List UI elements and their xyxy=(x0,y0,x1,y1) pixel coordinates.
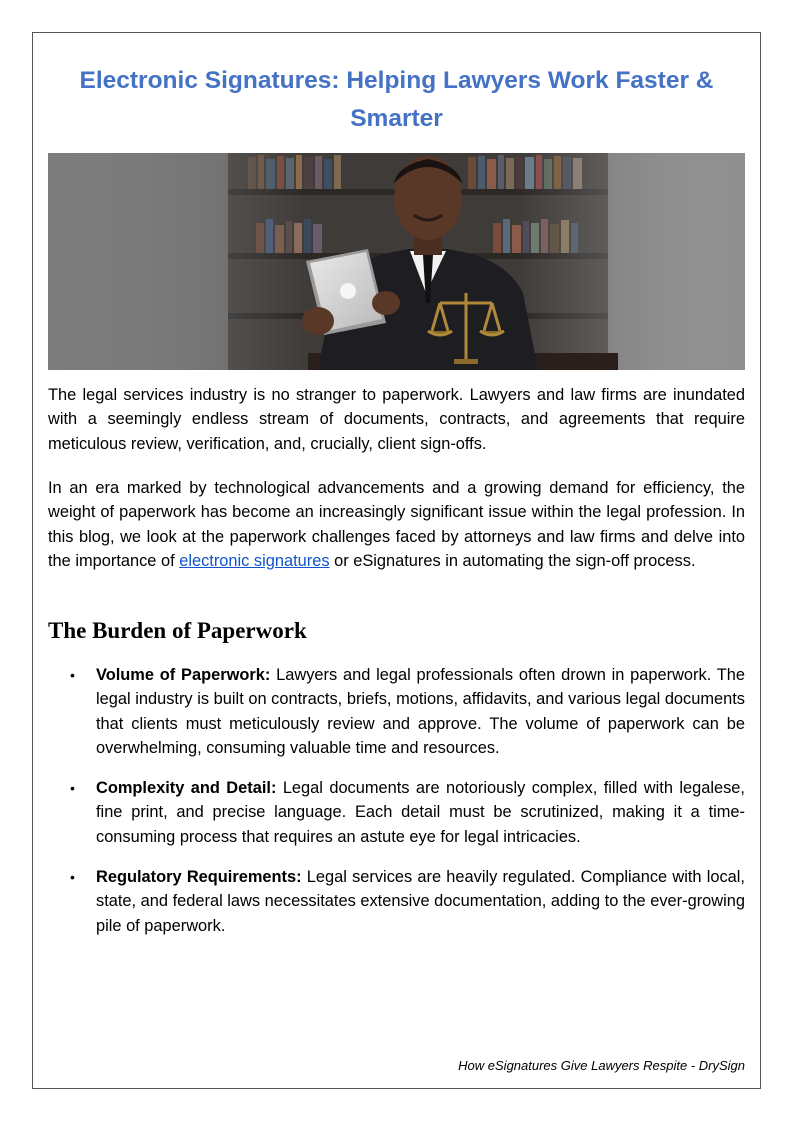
list-item xyxy=(48,776,745,849)
bullet-label: Regulatory Requirements: xyxy=(96,868,302,887)
bullet-icon: • xyxy=(70,780,75,797)
bullet-icon: • xyxy=(70,869,75,886)
bullet-text: Legal services are heavily regulated. Compliance with local, state, and federal laws necessitates extensive documentation, adding to the ever-growing pile of paperwork. xyxy=(96,868,745,935)
bullet-label: Complexity and Detail: xyxy=(96,779,277,798)
hero-image xyxy=(48,153,745,370)
intro-paragraph-1: The legal services industry is no stranger to paperwork. Lawyers and law firms are inundated with a seemingly endless stream of documents, contracts, and agreements that require meticulous review, verification, and, crucially, client sign-offs. xyxy=(48,386,745,453)
list-item xyxy=(48,663,745,760)
intro-paragraph-2 xyxy=(48,476,745,573)
page-title: Electronic Signatures: Helping Lawyers Work Faster & Smarter xyxy=(79,67,714,132)
bullet-label: Volume of Paperwork: xyxy=(96,666,271,684)
section-heading: The Burden of Paperwork xyxy=(48,618,307,643)
burden-list xyxy=(48,663,745,954)
intro-p2-before: In an era marked by technological advancements and a growing demand for efficiency, the weight of paperwork has become an increasingly significant issue within the legal profession. In this blog, we look at the paperwork challenges faced by attorneys and law firms and delve into the importance of xyxy=(48,479,745,570)
bullet-text: Lawyers and legal professionals often drown in paperwork. The legal industry is built on contracts, briefs, motions, affidavits, and various legal documents that clients must meticulously review and approve. The volume of paperwork can be overwhelming, consuming valuable time and resources. xyxy=(96,666,745,757)
page-footer: How eSignatures Give Lawyers Respite - DrySign xyxy=(458,1058,745,1073)
intro-p2-after: or eSignatures in automating the sign-off process. xyxy=(329,551,696,570)
lawyer-with-tablet-photo-icon xyxy=(48,153,745,370)
electronic-signatures-link[interactable]: electronic signatures xyxy=(179,551,330,570)
bullet-text: Legal documents are notoriously complex, filled with legalese, fine print, and precise language. Each detail must be scrutinized, making it a time-consuming process that requires an astute eye for legal intricacies. xyxy=(96,779,745,846)
bullet-icon: • xyxy=(70,667,75,683)
list-item xyxy=(48,865,745,938)
